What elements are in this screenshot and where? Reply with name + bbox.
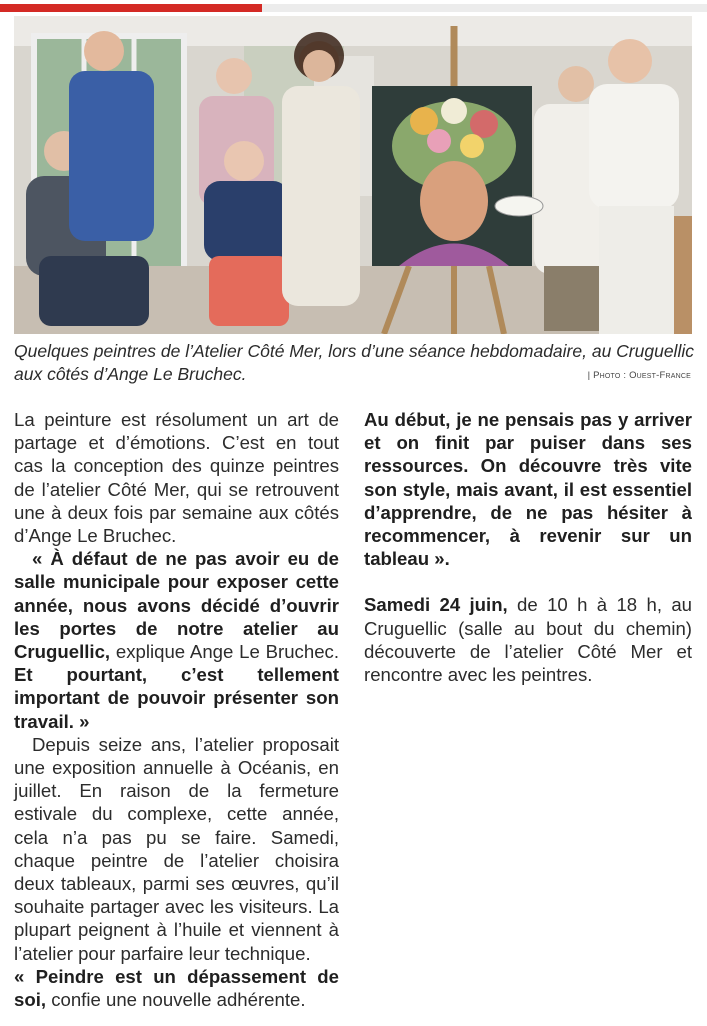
top-rule-accent [0,4,262,12]
quote-bold-continued: Et pourtant, c’est tellement important de pouvoir présenter son travail. » [14,664,339,732]
event-details: de 10 h à 18 h, au Cruguellic (salle au bout du chemin) découverte de l’atelier Côté Mer et rencontre avec les peintres. [364,594,692,686]
article-column-right [364,408,692,686]
article-photo [14,16,692,334]
photo-caption: Quelques peintres de l’Atelier Côté Mer, lors d’une séance hebdomadaire, au Cruguellic aux côtés d’Ange Le Bruchec. [14,341,694,384]
event-date: Samedi 24 juin, [364,594,508,616]
quote-attribution: explique Ange Le Bruchec. [110,641,339,663]
paragraph-quote-continuation [364,408,692,570]
paragraph-event-info [364,593,692,686]
quote-continuation-bold: Au début, je ne pensais pas y arriver et on finit par puiser dans ses ressources. On découvre très vite son style, mais avant, il est essentiel d’apprendre, de ne pas hésiter à recommencer, à revenir sur un tableau ». [364,409,692,570]
paragraph-quote-1 [14,547,339,733]
quote-bold: « À défaut de ne pas avoir eu de salle municipale pour exposer cette année, nous avons décidé d’ouvrir les portes de notre atelier au Cruguellic, [14,548,339,663]
quote-bold-2: « Peindre est un dépassement de soi, [14,965,339,1011]
article-column-left [14,408,339,1011]
quote-attribution-2: confie une nouvelle adhérente. [46,989,306,1011]
photo-credit: | Photo : Ouest-France [587,370,691,381]
paragraph-history: Depuis seize ans, l’atelier proposait une exposition annuelle à Océanis, en juillet. En raison de la fermeture estivale du complexe, cette année, cela n’a pas pu se faire. Samedi, chaque peintre de l’atelier choisira deux tableaux, parmi ses œuvres, qu’il souhaite partager avec les visiteurs. La plupart peignent à l’huile et viennent à l’atelier pour parfaire leur technique. [14,733,339,964]
paragraph-quote-2 [14,965,339,1011]
paragraph-intro: La peinture est résolument un art de partage et d’émotions. C’est en tout cas la conception des quinze peintres de l’atelier Côté Mer, qui se retrouvent une à deux fois par semaine aux côtés d’Ange Le Bruchec. [14,409,339,547]
paragraph-gap [364,570,692,593]
